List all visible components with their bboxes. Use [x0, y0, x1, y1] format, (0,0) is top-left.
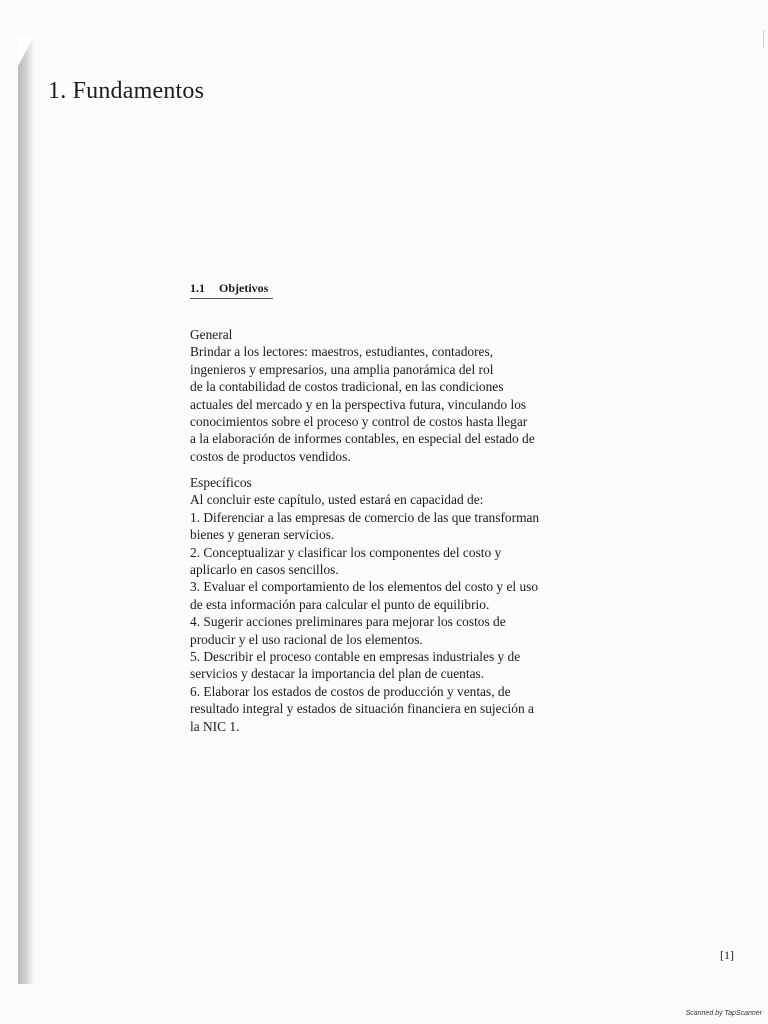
specific-objectives-block — [190, 474, 610, 735]
especificos-line: 4. Sugerir acciones preliminares para mejorar los costos de — [190, 614, 506, 630]
especificos-line: producir y el uso racional de los elementos. — [190, 631, 423, 647]
section-title: Objetivos — [219, 281, 269, 295]
especificos-line: de esta información para calcular el punto de equilibrio. — [190, 596, 490, 612]
especificos-line: 6. Elaborar los estados de costos de producción y ventas, de — [190, 683, 511, 699]
especificos-line: la NIC 1. — [190, 718, 240, 734]
section-heading-underline — [190, 298, 273, 299]
general-line: de la contabilidad de costos tradicional, en las condiciones — [190, 379, 504, 395]
especificos-line: servicios y destacar la importancia del plan de cuentas. — [190, 666, 485, 682]
section-number: 1.1 — [190, 281, 205, 295]
general-line: actuales del mercado y en la perspectiva futura, vinculando los — [190, 396, 527, 412]
general-line: ingenieros y empresarios, una amplia panorámica del rol — [190, 361, 494, 377]
scanner-watermark: Scanned by TapScanner — [685, 1010, 762, 1017]
general-line: Brindar a los lectores: maestros, estudiantes, contadores, — [190, 344, 494, 360]
especificos-line: 3. Evaluar el comportamiento de los elementos del costo y el uso — [190, 579, 539, 595]
page-corner — [18, 36, 34, 66]
especificos-line: aplicarlo en casos sencillos. — [190, 562, 339, 578]
page-number: [1] — [720, 948, 734, 962]
general-line: a la elaboración de informes contables, en especial del estado de — [190, 431, 535, 447]
especificos-line: bienes y generan servicios. — [190, 527, 335, 543]
general-line: conocimientos sobre el proceso y control de costos hasta llegar — [190, 414, 528, 430]
especificos-line: 5. Describir el proceso contable en empresas industriales y de — [190, 649, 521, 665]
general-objective-block — [190, 326, 610, 465]
general-line: costos de productos vendidos. — [190, 448, 351, 464]
chapter-title: 1. Fundamentos — [48, 78, 205, 104]
especificos-line: 1. Diferenciar a las empresas de comercio de las que transforman — [190, 509, 540, 525]
especificos-line: resultado integral y estados de situación financiera en sujeción a — [190, 701, 534, 717]
general-label: General — [190, 327, 233, 342]
scan-edge-mark — [763, 30, 764, 48]
section-heading — [190, 281, 268, 296]
binding-shadow — [18, 36, 34, 984]
especificos-label: Específicos — [190, 475, 252, 490]
especificos-line: 2. Conceptualizar y clasificar los componentes del costo y — [190, 544, 502, 560]
especificos-line: Al concluir este capítulo, usted estará en capacidad de: — [190, 492, 484, 508]
